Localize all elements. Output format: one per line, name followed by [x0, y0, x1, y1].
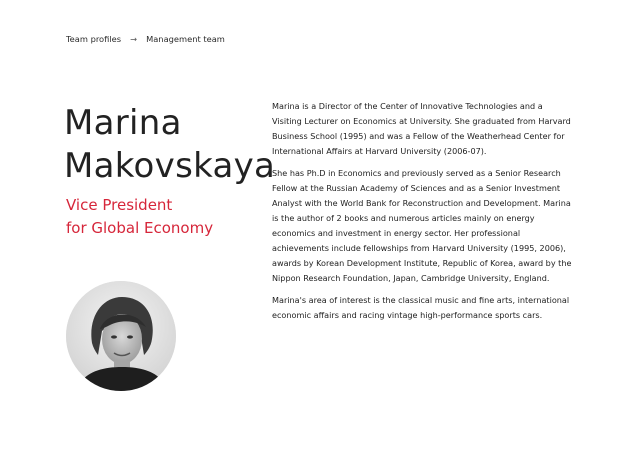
arrow-right-icon: → — [130, 34, 138, 44]
profile-last-name: Makovskaya — [64, 146, 276, 186]
bio-paragraph: She has Ph.D in Economics and previously served as a Senior Research Fellow at the Russian Academy of Sciences and as a Senior Investment Analyst with the World Bank for Reconstruction and Development. Marina is the author of 2 books and numerous articles mainly on energy economics and investment in energy sector. Her professional achievements include fellowships from Harvard University (1995, 2006), awards by Korean Development Institute, Republic of Korea, award by the Nippon Research Foundation, Japan, Cambridge University, England. — [272, 168, 572, 283]
profile-bio — [272, 99, 572, 330]
profile-name — [64, 102, 275, 188]
bio-paragraph: Marina's area of interest is the classical music and fine arts, international economic affairs and racing vintage high-performance sports cars. — [272, 295, 570, 320]
profile-role-line1: Vice President — [66, 196, 173, 214]
breadcrumb — [66, 34, 225, 44]
profile-first-name: Marina — [64, 103, 182, 143]
portrait-image — [66, 281, 176, 391]
breadcrumb-item-team-profiles[interactable]: Team profiles — [66, 34, 122, 44]
breadcrumb-item-management-team[interactable]: Management team — [146, 34, 225, 44]
profile-role-line2: for Global Economy — [66, 219, 214, 237]
profile-role — [66, 194, 213, 240]
portrait-photo — [66, 281, 176, 391]
bio-paragraph: Marina is a Director of the Center of Innovative Technologies and a Visiting Lecturer on Economics at University. She graduated from Harvard Business School (1995) and was a Fellow of the Weatherhead Center for International Affairs at Harvard University (2006-07). — [272, 101, 571, 156]
